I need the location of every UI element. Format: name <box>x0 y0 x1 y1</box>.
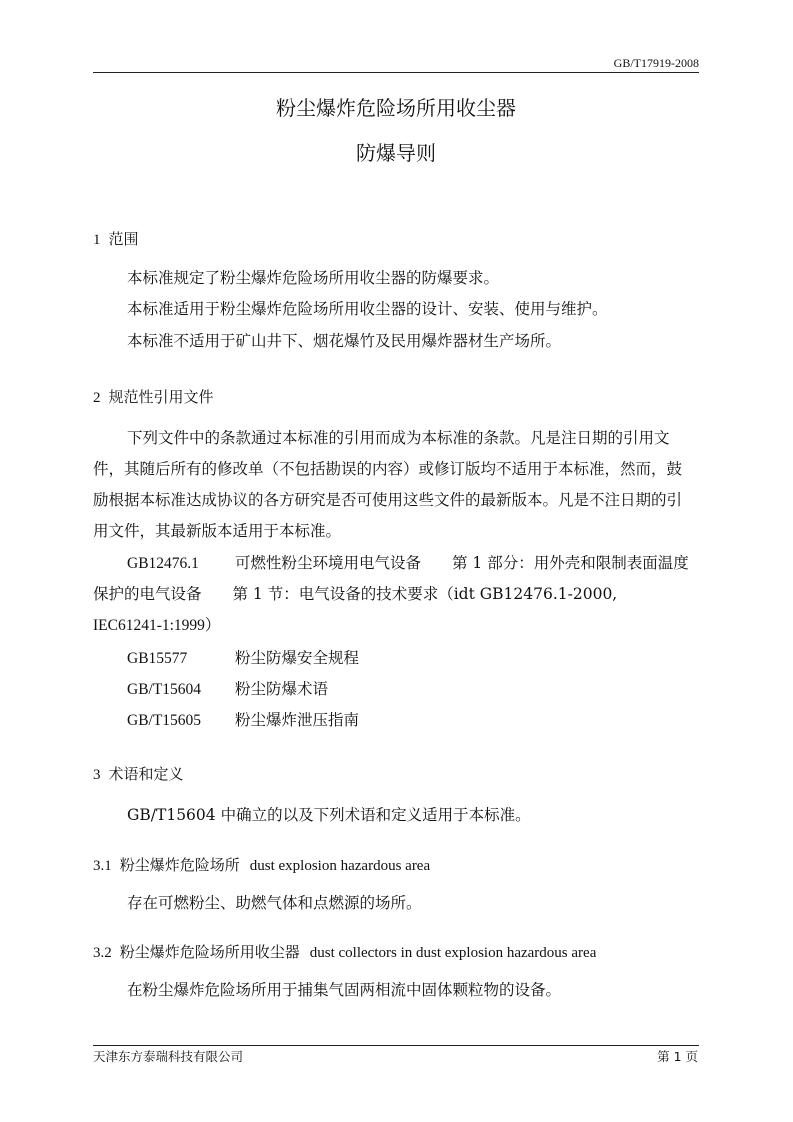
paragraph-line: 励根据本标准达成协议的各方研究是否可使用这些文件的最新版本。凡是不注日期的引 <box>93 491 683 509</box>
footer-company: 天津东方泰瑞科技有限公司 <box>93 1049 244 1064</box>
term-heading <box>93 942 596 963</box>
paragraph: 本标准规定了粉尘爆炸危险场所用收尘器的防爆要求。 <box>127 269 500 287</box>
section-title: 术语和定义 <box>108 765 184 783</box>
document-title: 粉尘爆炸危险场所用收尘器 <box>276 96 516 120</box>
reference-code: GB/T15604 <box>127 681 202 698</box>
paragraph-line: 件，其随后所有的修改单（不包括勘误的内容）或修订版均不适用于本标准，然而，鼓 <box>93 460 683 478</box>
term-en: dust collectors in dust explosion hazardous area <box>309 945 597 961</box>
reference-continuation: IEC61241-1:1999） <box>93 617 221 634</box>
footer-page-number: 第 1 页 <box>657 1049 698 1064</box>
reference-title: 粉尘防爆安全规程 <box>235 649 360 667</box>
term-zh: 粉尘爆炸危险场所用收尘器 <box>119 943 300 961</box>
reference-code: GB15577 <box>127 650 188 667</box>
reference-title: 粉尘爆炸泄压指南 <box>235 711 360 729</box>
section-number: 3 <box>93 767 101 783</box>
section-heading-normative-references <box>93 387 214 408</box>
reference-title: 粉尘防爆术语 <box>235 680 329 698</box>
section-heading-terms <box>93 764 184 785</box>
document-subtitle: 防爆导则 <box>356 141 436 165</box>
term-en: dust explosion hazardous area <box>249 858 431 874</box>
reference-code: GB/T15605 <box>127 712 202 729</box>
paragraph: 本标准不适用于矿山井下、烟花爆竹及民用爆炸器材生产场所。 <box>127 332 562 350</box>
section-number: 2 <box>93 390 101 406</box>
term-definition: 在粉尘爆炸危险场所用于捕集气固两相流中固体颗粒物的设备。 <box>127 981 562 999</box>
running-header-code: GB/T17919-2008 <box>613 56 699 70</box>
paragraph-line: 下列文件中的条款通过本标准的引用而成为本标准的条款。凡是注日期的引用文 <box>127 429 670 447</box>
reference-entry <box>127 710 359 731</box>
term-definition: 存在可燃粉尘、助燃气体和点燃源的场所。 <box>127 894 422 912</box>
footer-rule <box>93 1045 699 1046</box>
reference-entry <box>127 679 328 700</box>
section-heading-scope <box>93 229 139 250</box>
reference-title: 可燃性粉尘环境用电气设备 第 1 部分：用外壳和限制表面温度 <box>235 554 689 572</box>
paragraph: 本标准适用于粉尘爆炸危险场所用收尘器的设计、安装、使用与维护。 <box>127 300 608 318</box>
section-title: 规范性引用文件 <box>108 388 214 406</box>
term-number: 3.1 <box>93 858 112 874</box>
paragraph-line: 用文件，其最新版本适用于本标准。 <box>93 522 342 540</box>
section-title: 范围 <box>108 230 139 248</box>
reference-entry <box>127 648 359 669</box>
term-heading <box>93 855 430 876</box>
section-number: 1 <box>93 232 101 248</box>
reference-continuation: 保护的电气设备 第 1 节：电气设备的技术要求（idt GB12476.1-2000, <box>93 585 618 603</box>
reference-code: GB12476.1 <box>127 555 199 572</box>
header-rule <box>93 72 699 73</box>
term-number: 3.2 <box>93 945 112 961</box>
term-zh: 粉尘爆炸危险场所 <box>119 856 240 874</box>
paragraph: GB/T15604 中确立的以及下列术语和定义适用于本标准。 <box>127 806 531 824</box>
reference-entry <box>93 548 699 579</box>
